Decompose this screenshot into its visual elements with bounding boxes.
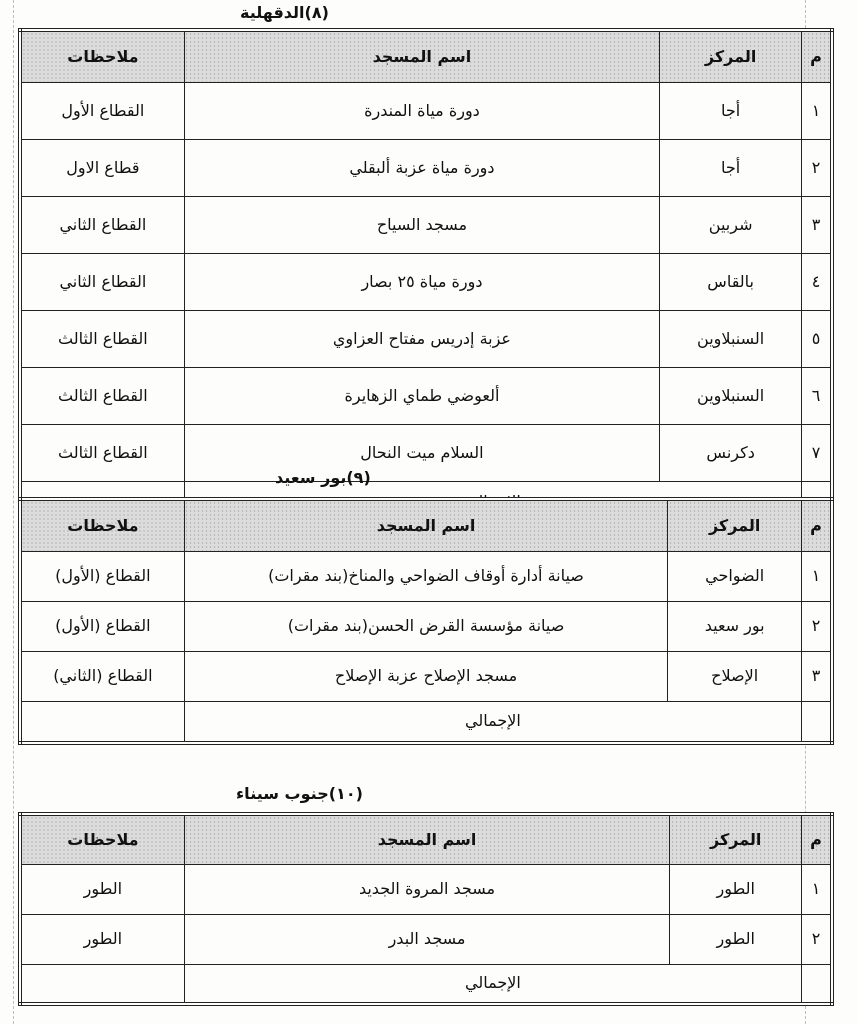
cell-notes: القطاع (الأول) (20, 551, 184, 601)
cell-center: دكرنس (660, 424, 802, 481)
cell-m: ١ (802, 82, 832, 139)
table-row (20, 310, 832, 367)
table-port-said (18, 497, 834, 745)
table-row (20, 196, 832, 253)
cell-notes: الطور (20, 864, 184, 914)
table-row (20, 139, 832, 196)
total-notes-cell (20, 964, 184, 1004)
cell-center: بالقاس (660, 253, 802, 310)
column-header-notes: ملاحظات (20, 30, 184, 82)
cell-center: أجا (660, 139, 802, 196)
cell-m: ٣ (802, 196, 832, 253)
table-row (20, 82, 832, 139)
cell-center: أجا (660, 82, 802, 139)
cell-m: ٥ (802, 310, 832, 367)
column-header-m: م (802, 814, 832, 864)
cell-notes: القطاع الأول (20, 82, 184, 139)
table-row (20, 367, 832, 424)
table-header-row (20, 499, 832, 551)
column-header-center: المركز (660, 30, 802, 82)
section-title-south-sinai: (١٠)جنوب سيناء (236, 784, 363, 803)
cell-mosque: دورة مياة عزبة ألبقلي (184, 139, 659, 196)
table-row (20, 601, 832, 651)
table-south-sinai (18, 812, 834, 1006)
column-header-mosque: اسم المسجد (184, 499, 668, 551)
cell-mosque: ألعوضي طماي الزهايرة (184, 367, 659, 424)
cell-m: ٢ (802, 139, 832, 196)
column-header-notes: ملاحظات (20, 814, 184, 864)
table-header-row (20, 30, 832, 82)
cell-notes: القطاع الثالث (20, 367, 184, 424)
cell-notes: القطاع الثاني (20, 253, 184, 310)
total-row (20, 964, 832, 1004)
cell-mosque: دورة مياة ٢٥ بصار (184, 253, 659, 310)
column-header-notes: ملاحظات (20, 499, 184, 551)
table-row (20, 551, 832, 601)
total-notes-cell (20, 701, 184, 743)
total-label: الإجمالي (184, 964, 801, 1004)
cell-mosque: السلام ميت النحال (184, 424, 659, 481)
cell-center: شربين (660, 196, 802, 253)
cell-notes: القطاع الثالث (20, 310, 184, 367)
cell-m: ١ (802, 551, 832, 601)
cell-center: السنبلاوين (660, 310, 802, 367)
table-row (20, 253, 832, 310)
cell-center: الإصلاح (668, 651, 802, 701)
cell-mosque: مسجد المروة الجديد (184, 864, 670, 914)
table-row (20, 914, 832, 964)
cell-m: ٣ (802, 651, 832, 701)
cell-mosque: دورة مياة المندرة (184, 82, 659, 139)
cell-m: ٢ (802, 914, 832, 964)
column-header-center: المركز (668, 499, 802, 551)
section-title-dakahlia: (٨)الدقهلية (240, 3, 329, 22)
total-row (20, 701, 832, 743)
cell-center: الطور (670, 864, 802, 914)
cell-mosque: مسجد السياح (184, 196, 659, 253)
table-header-row (20, 814, 832, 864)
cell-m: ٤ (802, 253, 832, 310)
cell-notes: الطور (20, 914, 184, 964)
total-label: الإجمالي (184, 701, 801, 743)
cell-notes: القطاع (الأول) (20, 601, 184, 651)
cell-m: ٧ (802, 424, 832, 481)
table-row (20, 424, 832, 481)
table-row (20, 651, 832, 701)
cell-notes: القطاع الثاني (20, 196, 184, 253)
column-header-mosque: اسم المسجد (184, 814, 670, 864)
cell-mosque: صيانة أدارة أوقاف الضواحي والمناخ(بند مقرات) (184, 551, 668, 601)
column-header-m: م (802, 499, 832, 551)
cell-m: ٢ (802, 601, 832, 651)
table-dakahlia (18, 28, 834, 526)
cell-center: بور سعيد (668, 601, 802, 651)
cell-mosque: عزبة إدريس مفتاح العزاوي (184, 310, 659, 367)
total-m-cell (802, 701, 832, 743)
cell-m: ٦ (802, 367, 832, 424)
cell-notes: القطاع الثالث (20, 424, 184, 481)
column-header-center: المركز (670, 814, 802, 864)
cell-notes: قطاع الاول (20, 139, 184, 196)
total-m-cell (802, 964, 832, 1004)
table-row (20, 864, 832, 914)
cell-mosque: صيانة مؤسسة القرض الحسن(بند مقرات) (184, 601, 668, 651)
cell-mosque: مسجد الإصلاح عزبة الإصلاح (184, 651, 668, 701)
column-header-mosque: اسم المسجد (184, 30, 659, 82)
column-header-m: م (802, 30, 832, 82)
scan-margin-line-left (13, 0, 14, 1024)
section-title-port-said: (٩)بور سعيد (275, 468, 371, 487)
cell-center: الطور (670, 914, 802, 964)
cell-m: ١ (802, 864, 832, 914)
cell-mosque: مسجد البدر (184, 914, 670, 964)
cell-center: الضواحي (668, 551, 802, 601)
cell-center: السنبلاوين (660, 367, 802, 424)
cell-notes: القطاع (الثاني) (20, 651, 184, 701)
